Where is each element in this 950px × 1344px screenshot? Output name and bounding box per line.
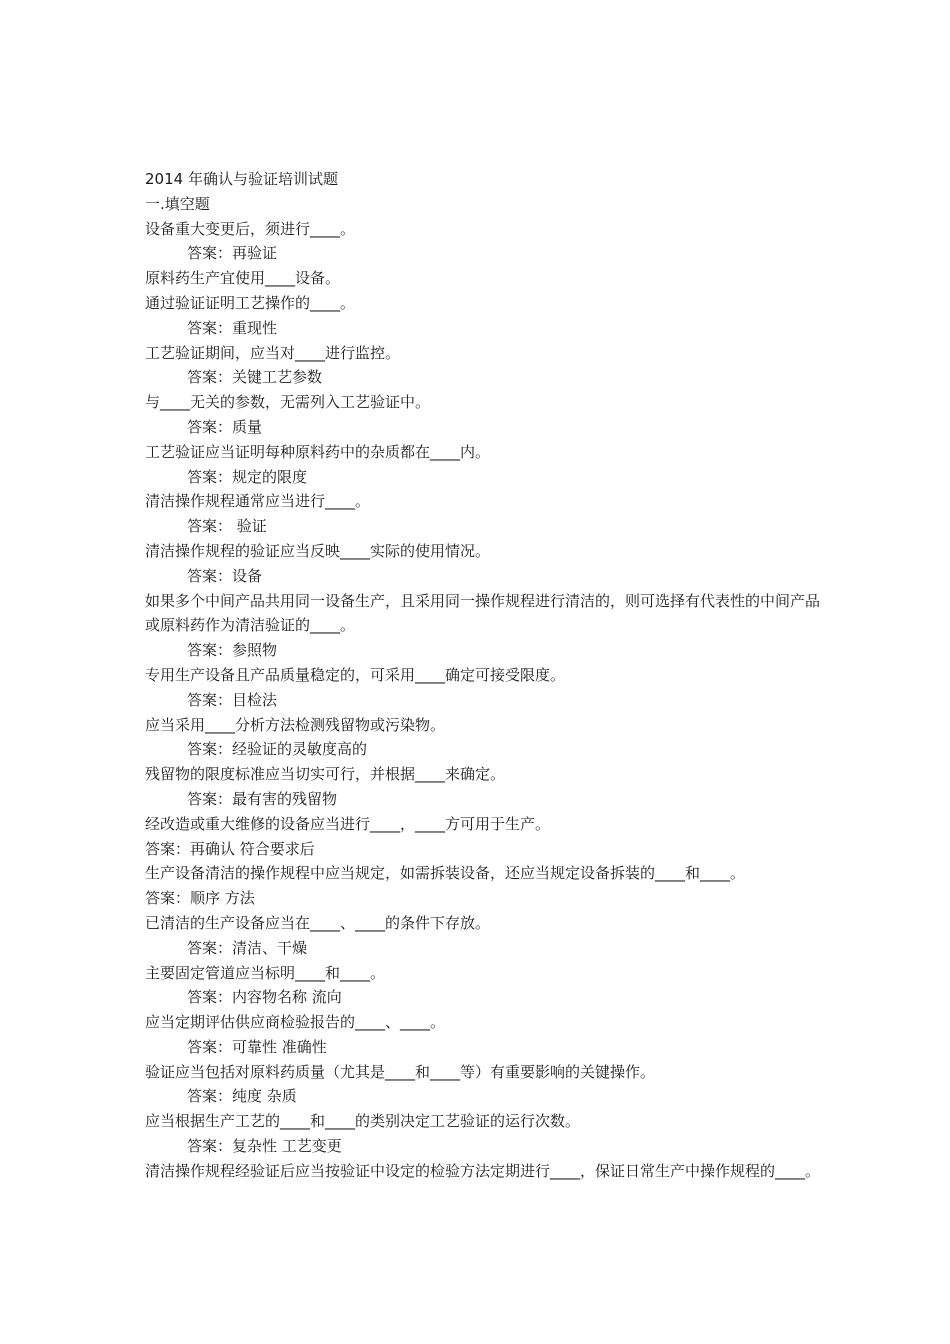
answer-text: 答案：目检法 bbox=[187, 690, 278, 709]
question-text: 通过验证证明工艺操作的____。 bbox=[145, 293, 356, 312]
answer-text: 答案：关键工艺参数 bbox=[187, 368, 323, 387]
question-text: 应当采用____分析方法检测残留物或污染物。 bbox=[145, 715, 446, 734]
answer-text: 答案：可靠性 准确性 bbox=[187, 1037, 327, 1056]
answer-text: 答案：复杂性 工艺变更 bbox=[187, 1137, 342, 1156]
question-text: 主要固定管道应当标明____和____。 bbox=[145, 963, 386, 982]
answer-text: 答案： 验证 bbox=[187, 517, 267, 536]
question-text: 清洁操作规程的验证应当反映____实际的使用情况。 bbox=[145, 541, 491, 560]
question-text: 已清洁的生产设备应当在____、____的条件下存放。 bbox=[145, 913, 491, 932]
question-text: 如果多个中间产品共用同一设备生产，且采用同一操作规程进行清洁的，则可选择有代表性的中间产品或原料药作为清洁验证的____。 bbox=[145, 591, 821, 635]
document-body bbox=[145, 167, 825, 1184]
answer-text: 答案：重现性 bbox=[187, 318, 278, 337]
question-text: 与____无关的参数，无需列入工艺验证中。 bbox=[145, 393, 431, 412]
document-title: 2014 年确认与验证培训试题 bbox=[145, 170, 338, 188]
answer-text: 答案：顺序 方法 bbox=[145, 889, 255, 908]
answer-text: 答案：内容物名称 流向 bbox=[187, 988, 342, 1007]
answer-text: 答案：质量 bbox=[187, 417, 263, 436]
question-text: 生产设备清洁的操作规程中应当规定，如需拆装设备，还应当规定设备拆装的____和____。 bbox=[145, 864, 746, 883]
question-text: 清洁操作规程经验证后应当按验证中设定的检验方法定期进行____，保证日常生产中操作规程的____。 bbox=[145, 1161, 821, 1180]
answer-text: 答案：纯度 杂质 bbox=[187, 1087, 297, 1106]
question-text: 工艺验证期间，应当对____进行监控。 bbox=[145, 343, 401, 362]
answer-text: 答案：再确认 符合要求后 bbox=[145, 839, 315, 858]
answer-text: 答案：最有害的残留物 bbox=[187, 789, 338, 808]
question-text: 设备重大变更后，须进行____。 bbox=[145, 219, 356, 238]
answer-text: 答案：设备 bbox=[187, 566, 263, 585]
question-text: 验证应当包括对原料药质量（尤其是____和____等）有重要影响的关键操作。 bbox=[145, 1062, 656, 1081]
question-text: 原料药生产宜使用____设备。 bbox=[145, 269, 341, 288]
answer-text: 答案：参照物 bbox=[187, 641, 278, 660]
question-text: 专用生产设备且产品质量稳定的，可采用____确定可接受限度。 bbox=[145, 665, 566, 684]
question-text: 应当定期评估供应商检验报告的____、____。 bbox=[145, 1013, 446, 1032]
question-text: 残留物的限度标准应当切实可行，并根据____来确定。 bbox=[145, 765, 506, 784]
question-text: 清洁操作规程通常应当进行____。 bbox=[145, 492, 371, 511]
question-text: 工艺验证应当证明每种原料药中的杂质都在____内。 bbox=[145, 442, 491, 461]
answer-text: 答案：再验证 bbox=[187, 244, 278, 263]
question-text: 应当根据生产工艺的____和____的类别决定工艺验证的运行次数。 bbox=[145, 1112, 581, 1131]
answer-text: 答案：经验证的灵敏度高的 bbox=[187, 740, 368, 759]
answer-text: 答案：规定的限度 bbox=[187, 467, 308, 486]
answer-text: 答案：清洁、干燥 bbox=[187, 938, 308, 957]
question-text: 经改造或重大维修的设备应当进行____，____方可用于生产。 bbox=[145, 814, 551, 833]
section-heading: 一.填空题 bbox=[145, 194, 210, 213]
